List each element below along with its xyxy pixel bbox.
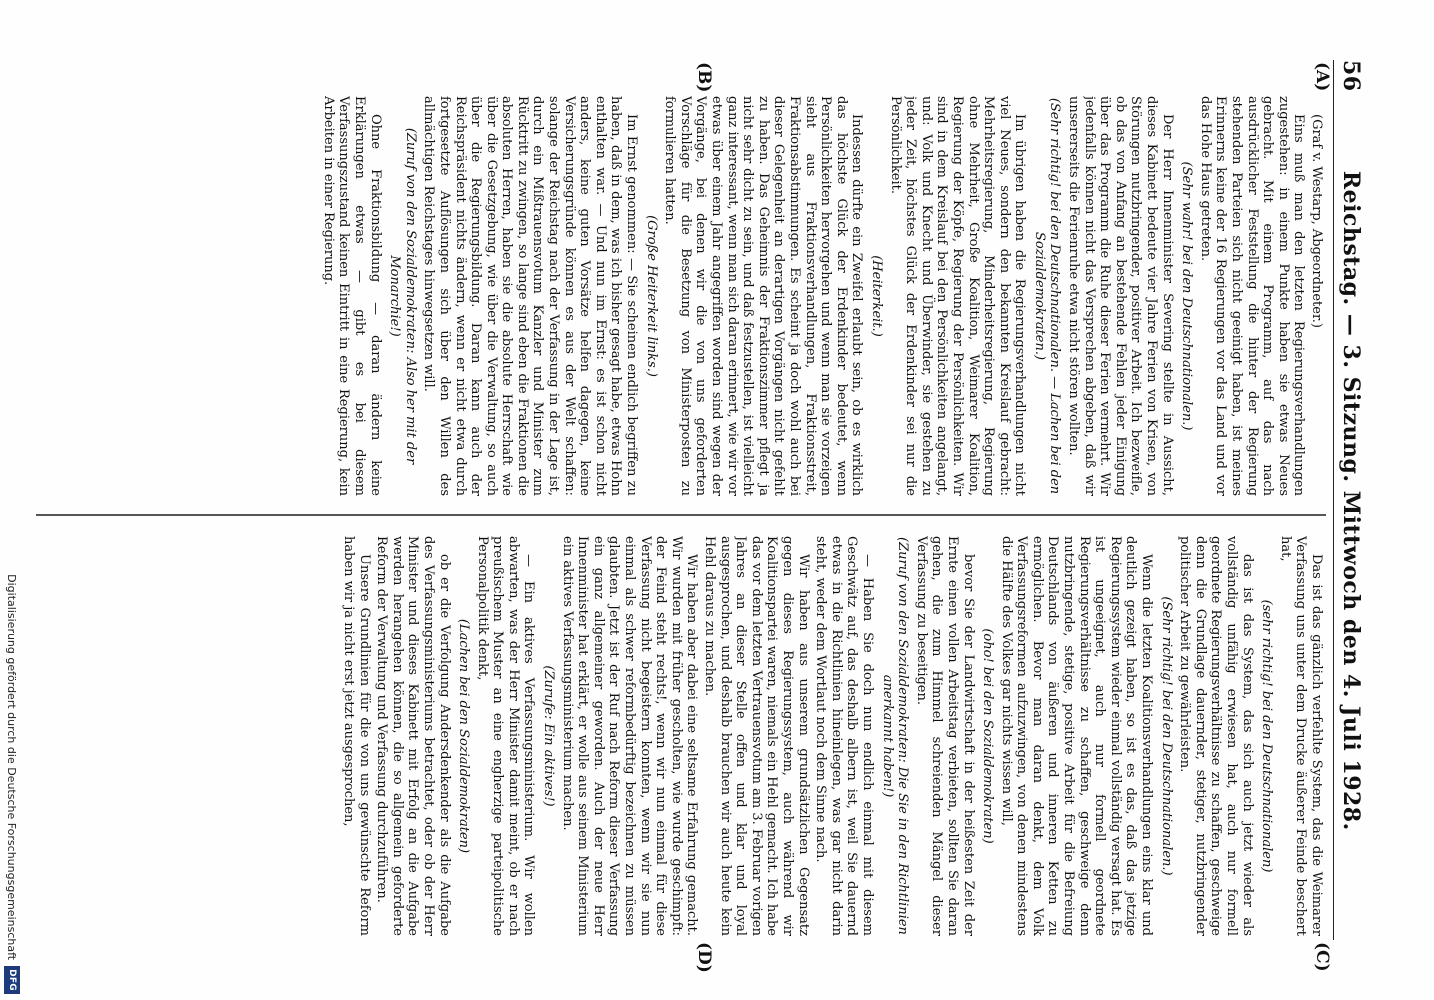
interjection-line: (Zuruf von den Sozialdemokraten: Die Sie in den Richtlinien anerkannt haben!) [879, 537, 911, 935]
margin-marker-d: (D) [694, 942, 714, 973]
page-number: 56 [1338, 60, 1364, 92]
body-paragraph: ob er die Verfolgung Andersdenkender als die Aufgabe des Verfassungsministeriums betrachtet, oder ob der Herr Minister und dieses Kabinett mit Erfolg an die Aufgabe werden herangehen können, die so allgemein geforderte Reform der Verwaltung und Verfassung durchzuführen. [374, 536, 452, 936]
body-paragraph: bevor Sie der Landwirtschaft in der heißesten Zeit der Ernte einen vollen Arbeitstag verbieten, sollten Sie daran gehen, die zum Himmel schreienden Mängel dieser Verfassung zu beseitigen. [913, 536, 976, 936]
credit-text: Digitalisierung gefördert durch die Deutsche Forschungsgemeinschaft [5, 574, 19, 961]
interjection-line: (Sehr richtig! bei den Deutschnationalen.) [1158, 596, 1174, 876]
body-paragraph: Im übrigen haben die Regierungsverhandlungen nicht viel Neues, sondern den bekannten Kreislauf gebracht: Mehrheitsregierung, Minderheitsregierung, Regierung ohne Mehrheit, Große Koalition, Weimarer Koalition, Regierung der Köpfe, Regierung der Persönlichkeiten. Wir sind in dem Kreislauf bei den Persönlichkeiten angelangt, und: Volk und Knecht und Überwinder, sie gestehen zu jeder Zeit, höchstes Glück der Erdenkinder sei nur die Persönlichkeit. [887, 96, 1028, 496]
margin-marker-b: (B) [694, 62, 714, 93]
body-paragraph: — Ein aktives Verfassungsministerium. Wir wollen abwarten, was der Herr Minister damit meint, ob er nach preußischem Muster an eine engherzige parteipolitische Personalpolitik denkt, [474, 536, 537, 936]
body-paragraph: Indessen dürfte ein Zweifel erlaubt sein, ob es wirklich das höchste Glück der Erdenkinder bedeutet, wenn Persönlichkeiten hervorgehen und wenn man sie vorzeigen sieht aus Fraktionsverhandlungen, Fraktionsstreit, Fraktionsabstimmungen. Es scheint ja doch wohl auch bei dieser Gelegenheit an derartigen Vorgängen nicht gefehlt zu haben. Das Geheimnis der Fraktionszimmer pflegt ja nicht sehr dicht zu sein, und daß festzustellen, ist vielleicht ganz interessant, wenn man sich daran erinnert, wie wir vor etwas über einem Jahr angegriffen worden sind wegen der Vorgänge, bei denen wir die von uns geforderten Vorschläge für die Besetzung von Ministerposten zu formulieren hatten. [662, 96, 865, 496]
body-paragraph: Wenn die letzten Koalitionsverhandlungen eins klar und deutlich gezeigt haben, so ist es das, daß das jetzige Regierungssystem wieder einmal vollständig versagt hat. Es ist ungeeignet, auch nur formell geordnete Regierungsverhältnisse zu schaffen, geschweige denn nutzbringende, stetige, positive Arbeit für die Befreiung Deutschlands von äußeren und inneren Ketten zu ermöglichen. Bevor man daran denkt, dem Volk Verfassungsreformen aufzuzwingen, von denen mindestens die Hälfte des Volkes gar nichts wissen will, [998, 536, 1155, 936]
interjection-line: (sehr richtig! bei den Deutschnationalen) [1259, 599, 1275, 873]
dfg-logo: DFG [4, 966, 20, 994]
body-paragraph: Der Herr Innenminister Severing stellte in Aussicht, dieses Kabinett bedeute vier Jahre Ferien von Krisen, von Störungen nutzbringender, positiver Arbeit. Ich bezweifle, ob das von Anfang an bestehende Fehlen jeder Einigung über das Programm die Ruhe dieser Ferien vermehrt. Wir jedenfalls können nicht das Versprechen abgeben, daß wir unsererseits die Ferienruhe etwa nicht stören wollten. [1066, 96, 1175, 496]
margin-marker-c: (C) [1312, 942, 1332, 972]
body-paragraph: Unsere Grundlinien für die von uns gewünschte Reform haben wir ja nicht erst jetzt ausgesprochen, [340, 536, 372, 936]
body-paragraph: das ist das System, das sich auch jetzt wieder als vollständig unfähig erwiesen hat, auch nur formell geordnete Regierungsverhältnisse zu schaffen, geschweige denn die Grundlage dauernder, stetiger, nutzbringender politischer Arbeit zu gewährleisten. [1177, 536, 1255, 936]
body-paragraph: (Graf v. Westarp, Abgeordneter.) [1309, 114, 1324, 328]
interjection-line: (Sehr richtig! bei den Deutschnationalen. — Lachen bei den Sozialdemokraten.) [1031, 97, 1063, 495]
body-paragraph: Das ist das gänzlich verfehlte System, das die Weimarer Verfassung uns unter dem Drucke äußerer Feinde beschert hat, [1277, 536, 1324, 936]
page-title: Reichstag. — 3. Sitzung. Mittwoch den 4. Juli 1928. [1338, 170, 1364, 831]
interjection-line: (Lachen bei den Sozialdemokraten) [456, 618, 472, 854]
body-paragraph: Ohne Fraktionsbildung — daran ändern keine Erklärungen etwas — gibt es bei diesem Verfassungszustand keinen Eintritt in eine Regierung, kein Arbeiten in einer Regierung. [320, 96, 383, 496]
interjection-line: (oho! bei den Sozialdemokraten) [980, 628, 996, 844]
interjection-line: (Sehr wahr! bei den Deutschnationalen.) [1179, 161, 1195, 431]
body-paragraph: Wir haben aber dabei eine seltsame Erfahrung gemacht. Wir wurden mit früher gescholten, wie wurde geschimpft: der Feind steht rechts!, wenn wir nun einmal für diese Verfassung nicht begeistern konnten, wenn wir sie nun einmal als schwer reformbedürftig bezeichnen zu müssen glaubten. Jetzt ist der Ruf nach Reform dieser Verfassung ein ganz allgemeiner geworden. Auch der neue Herr Innenminister hat erklärt, er wolle aus seinem Ministerium ein aktives Verfassungsministerium machen. [559, 536, 700, 936]
digitization-credit [1, 0, 23, 1000]
interjection-line: (Zuruf von den Sozialdemokraten: Also her mit der Monarchie!) [387, 127, 418, 465]
column-divider [36, 514, 1326, 516]
body-paragraph: Im Ernst genommen: — Sie scheinen endlich begriffen zu haben, daß in dem, was ich bisher gesagt habe, etwas Hohn enthalten war. — Und nun im Ernst: es ist schon nicht anders, keine guten Vorsätze helfen dagegen, keine Versicherungsgründe können es aus der Welt schaffen: solange der Reichstag nach der Verfassung in der Lage ist, durch ein Mißtrauensvotum Kanzler und Minister zum Rücktritt zu zwingen, so lange sind eben die Fraktionen die absoluten Herren, haben sie die absolute Herrschaft wie über die Gesetzgebung, wie über die Verwaltung, so auch über die Regierungsbildung. Daran kann auch der Reichspräsident nichts ändern, wenn er nicht etwa durch fortgesetzte Auflösungen sich über den Willen des allmächtigen Reichstages hinwegsetzen will. [421, 96, 640, 496]
interjection-line: (Heiterkeit.) [868, 255, 884, 337]
body-paragraph: Eins muß man den letzten Regierungsverhandlungen zugestehen: in einem Punkte haben sie etwas Neues gebracht. Mit einem Programm, auf das nach ausdrücklicher Feststellung die hinter der Regierung stehenden Parteien sich nicht geeinigt haben, ist meines Erinnerns keine der 16 Regierungen vor das Land und vor das Hohe Haus getreten. [1197, 96, 1307, 496]
page-header [1333, 60, 1368, 940]
body-paragraph: — Haben Sie doch nun endlich einmal mit diesem Geschwätz auf, das deshalb albern ist, weil Sie dauernd etwas in die Richtlinien hineinlegen, was gar nicht darin steht, weder dem Wortlaut noch dem Sinne nach. [813, 536, 875, 936]
interjection-line: (Zurufe: Ein aktives!) [541, 665, 557, 807]
right-text-column [24, 536, 1324, 936]
body-paragraph: Wir haben aus unserem grundsätzlichen Gegensatz gegen dieses Regierungssystem, auch während wir Koalitionspartei waren, niemals ein Hehl gemacht. Ich habe das vor dem letzten Vertrauensvotum am 3. Februar vorigen Jahres an dieser Stelle offen und klar und loyal ausgesprochen, und deshalb brauchen wir auch heute kein Hehl daraus zu machen. [702, 536, 811, 936]
left-text-column [24, 96, 1324, 496]
margin-marker-a: (A) [1312, 62, 1332, 92]
interjection-line: (Große Heiterkeit links.) [643, 215, 659, 377]
